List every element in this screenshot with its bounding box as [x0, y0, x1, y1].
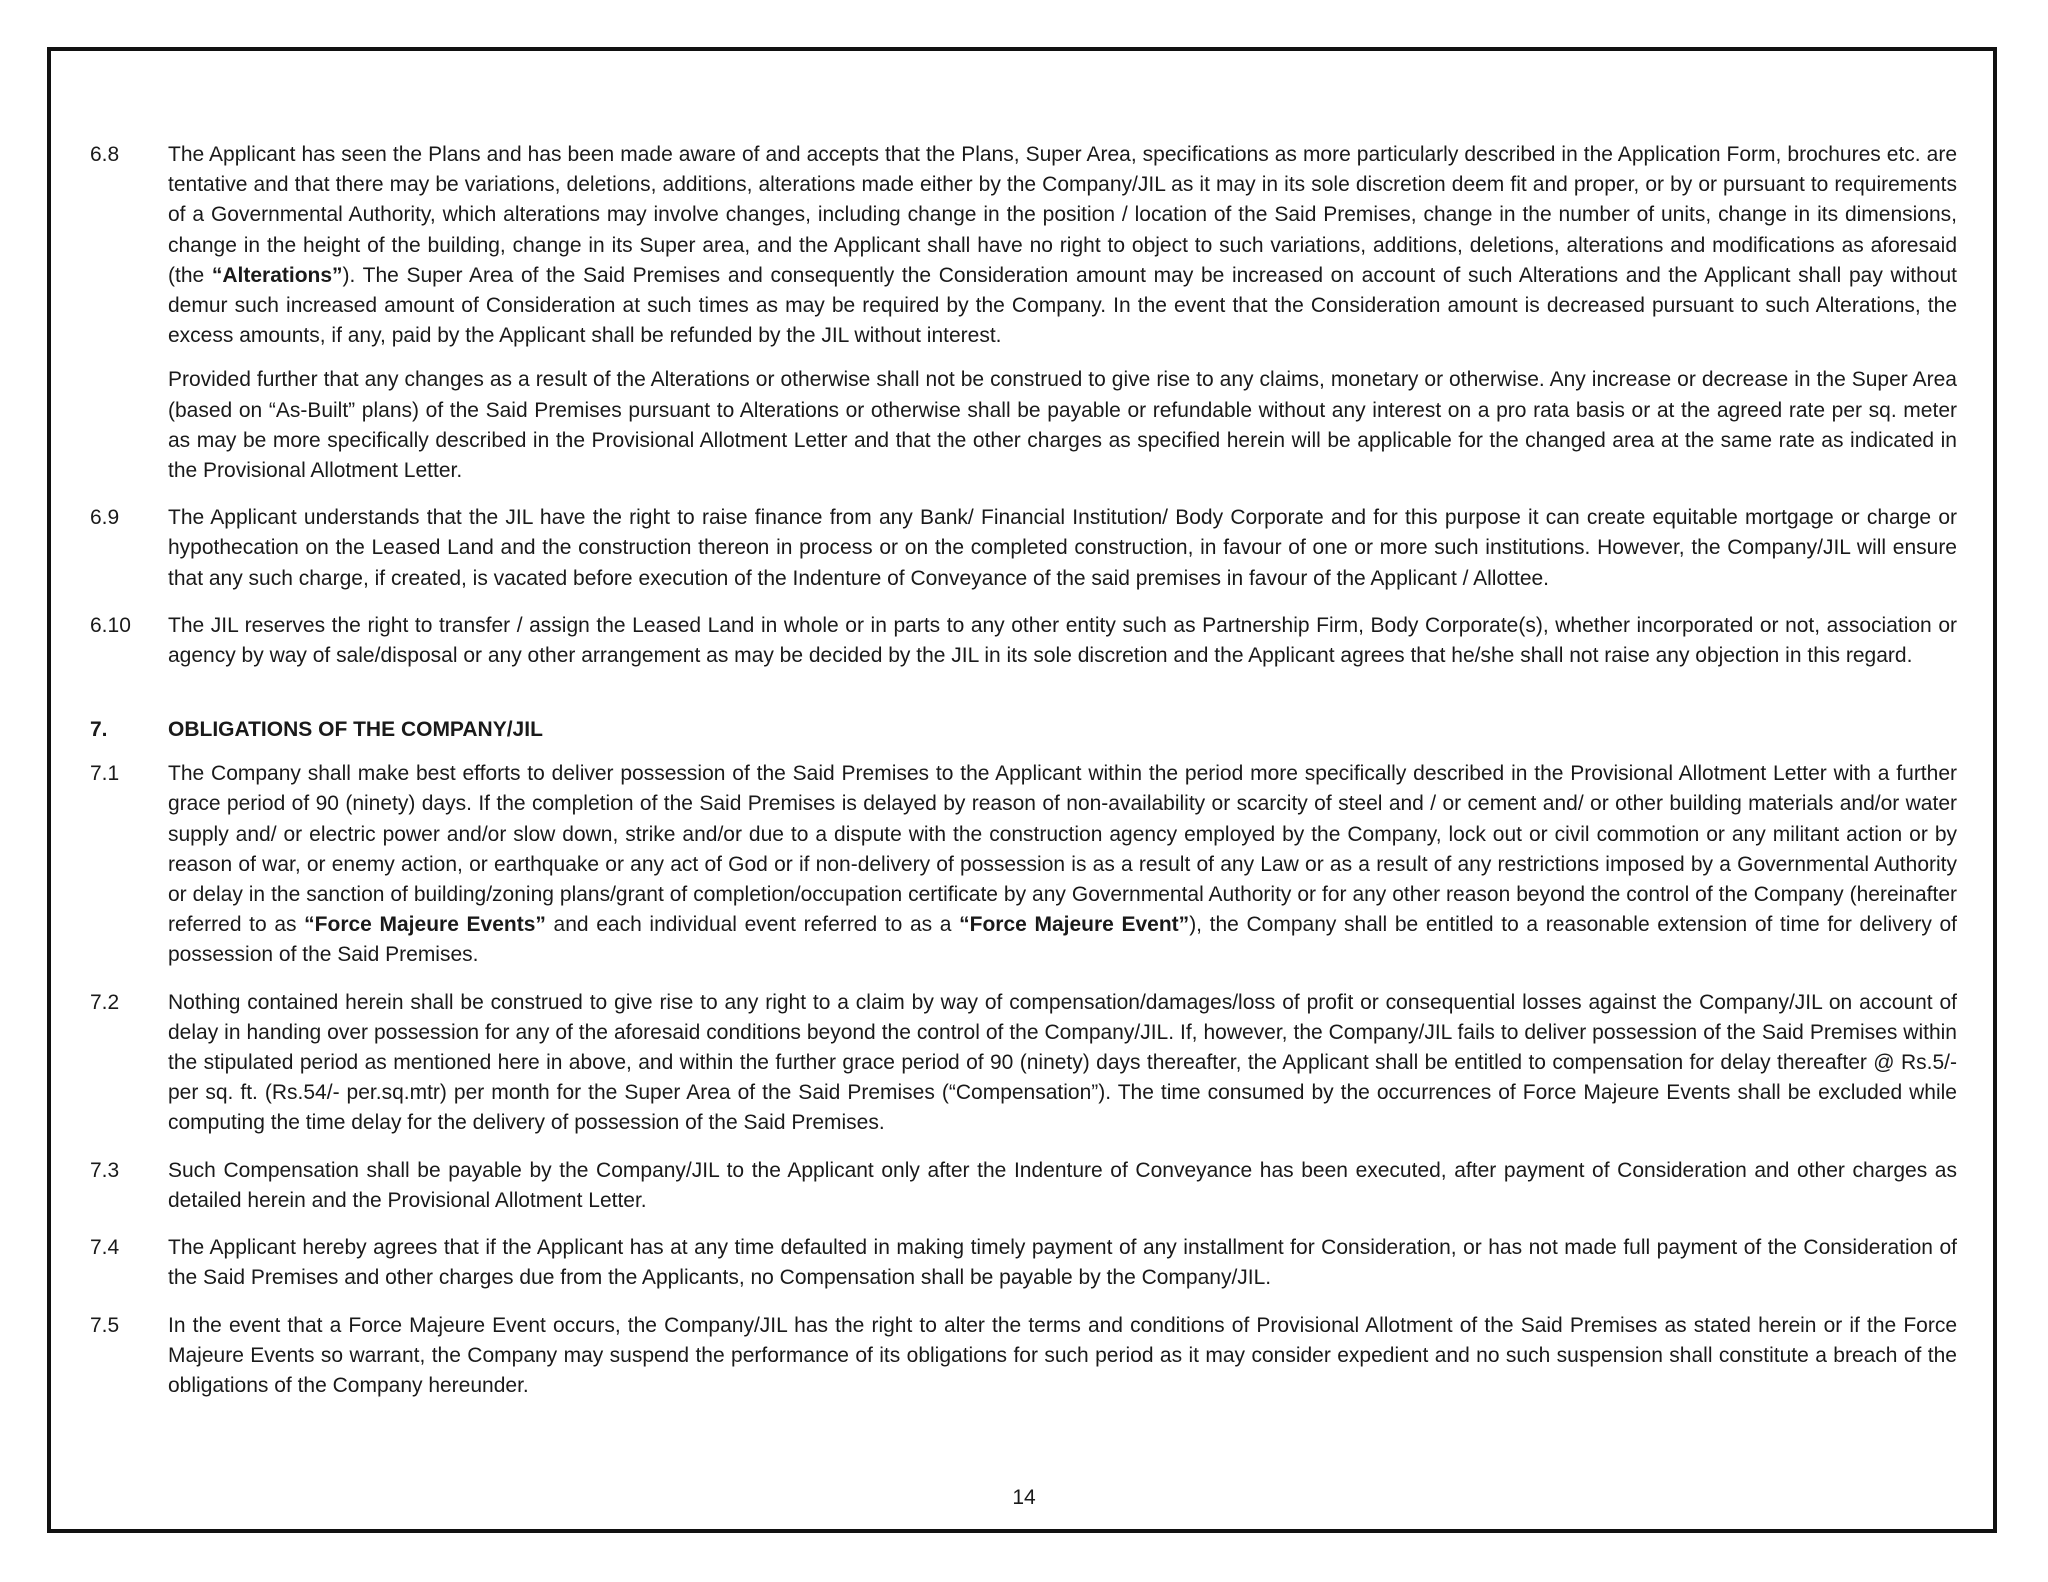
text-run: ), the Company shall be entitled to a reasonable extension of time for delivery of possession of the Said Premises. — [168, 913, 1957, 967]
clause-number: 7.5 — [90, 1313, 120, 1337]
clause-paragraph — [168, 1156, 1957, 1216]
page-number: 14 — [1012, 1486, 1036, 1509]
text-run: The JIL reserves the right to transfer / assign the Leased Land in whole or in parts to any other entity such as Partnership Firm, Body Corporate(s), whether incorporated or not, association or agency by way of sale/disposal or any other arrangement as may be decided by the JIL in its sole discretion and the Applicant agrees that he/she shall not raise any objection in this regard. — [168, 613, 1957, 668]
defined-term: “Force Majeure Events” — [304, 913, 546, 937]
text-run: ). The Super Area of the Said Premises and consequently the Consideration amount may be increased on account of such Alterations and the Applicant shall pay without demur such increased amount of Consideration at such times as may be required by the Company. In the event that the Consideration amount is decreased pursuant to such Alterations, the excess amounts, if any, paid by the Applicant shall be refunded by the JIL without interest. — [168, 263, 1957, 348]
section-title: OBLIGATIONS OF THE COMPANY/JIL — [168, 718, 543, 742]
clause-paragraph — [168, 611, 1957, 671]
clause-paragraph — [168, 503, 1957, 594]
clause-6-10 — [90, 611, 1957, 671]
clause-7-3 — [90, 1156, 1957, 1216]
clause-paragraph — [168, 759, 1957, 970]
text-run: The Applicant understands that the JIL have the right to raise finance from any Bank/ Financial Institution/ Body Corporate and for this purpose it can create equitable mortgage or charge or hypothecation on the Leased Land and the construction thereon in process or on the completed construction, in favour of one or more such institutions. However, the Company/JIL will ensure that any such charge, if created, is vacated before execution of the Indenture of Conveyance of the said premises in favour of the Applicant / Allottee. — [168, 506, 1957, 590]
clause-number: 6.9 — [90, 506, 120, 530]
defined-term: “Force Majeure Event” — [959, 913, 1190, 937]
defined-term: “Alterations” — [211, 263, 343, 287]
text-run: The Company shall make best efforts to deliver possession of the Said Premises to the Applicant within the period more specifically described in the Provisional Allotment Letter with a further grace period of 90 (ninety) days. If the completion of the Said Premises is delayed by reason of non-availability or scarcity of steel and / or cement and/ or other building materials and/or water supply and/ or electric power and/or slow down, strike and/or due to a dispute with the construction agency employed by the Company, lock out or civil commotion or any militant action or by reason of war, or enemy action, or earthquake or any act of God or if non-delivery of possession is as a result of any Law or as a result of any restrictions imposed by a Governmental Authority or delay in the sanction of building/zoning plans/grant of completion/occupation certificate by any Governmental Authority or for any other reason beyond the control of the Company (hereinafter referred to as — [168, 762, 1957, 937]
text-run: The Applicant hereby agrees that if the Applicant has at any time defaulted in making timely payment of any installment for Consideration, or has not made full payment of the Consideration of the Said Premises and other charges due from the Applicants, no Compensation shall be payable by the Company/JIL. — [168, 1236, 1957, 1290]
clause-paragraph — [168, 1311, 1957, 1402]
text-run: Nothing contained herein shall be construed to give rise to any right to a claim by way of compensation/damages/loss of profit or consequential losses against the Company/JIL on account of delay in handing over possession for any of the aforesaid conditions beyond the control of the Company/JIL. If, however, the Company/JIL fails to deliver possession of the Said Premises within the stipulated period as mentioned here in above, and within the further grace period of 90 (ninety) days thereafter, the Applicant shall be entitled to compensation for delay thereafter @ Rs.5/- per sq. ft. (Rs.54/- per.sq.mtr) per month for the Super Area of the Said Premises (“Compensation”). The time consumed by the occurrences of Force Majeure Events shall be excluded while computing the time delay for the delivery of possession of the Said Premises. — [168, 990, 1957, 1135]
clauses-section-6 — [90, 140, 1957, 671]
text-run: Provided further that any changes as a result of the Alterations or otherwise shall not be construed to give rise to any claims, monetary or otherwise. Any increase or decrease in the Super Area (based on “As-Built” plans) of the Said Premises pursuant to Alterations or otherwise shall be payable or refundable without any interest on a pro rata basis or at the agreed rate per sq. meter as may be more specifically described in the Provisional Allotment Letter and that the other charges as specified herein will be applicable for the changed area at the same rate as indicated in the Provisional Allotment Letter. — [168, 368, 1957, 483]
clause-paragraph — [168, 365, 1957, 486]
document-body — [90, 140, 1957, 1418]
text-run: The Applicant has seen the Plans and has been made aware of and accepts that the Plans, Super Area, specifications as more particularly described in the Application Form, brochures etc. are tentative and that there may be variations, deletions, additions, alterations made either by the Company/JIL as it may in its sole discretion deem fit and proper, or by or pursuant to requirements of a Governmental Authority, which alterations may involve changes, including change in the position / location of the Said Premises, change in the number of units, change in its dimensions, change in the height of the building, change in its Super area, and the Applicant shall have no right to object to such variations, additions, deletions, alterations and modifications as aforesaid (the — [168, 143, 1957, 287]
text-run: Such Compensation shall be payable by the Company/JIL to the Applicant only after the Indenture of Conveyance has been executed, after payment of Consideration and other charges as detailed herein and the Provisional Allotment Letter. — [168, 1158, 1957, 1212]
clause-number: 6.8 — [90, 143, 120, 166]
clause-6-9 — [90, 503, 1957, 594]
section-number: 7. — [90, 718, 108, 742]
clause-7-4 — [90, 1233, 1957, 1293]
clause-number: 7.4 — [90, 1236, 120, 1260]
text-run: and each individual event referred to as a — [545, 913, 960, 937]
clause-paragraph — [168, 1233, 1957, 1293]
clause-7-1 — [90, 759, 1957, 970]
clause-number: 7.3 — [90, 1158, 120, 1182]
clause-6-8 — [90, 140, 1957, 486]
clause-paragraph — [168, 988, 1957, 1139]
clauses-section-7 — [90, 759, 1957, 1401]
clause-7-5 — [90, 1311, 1957, 1402]
section-heading — [90, 715, 1957, 745]
clause-number: 6.10 — [90, 613, 131, 637]
clause-7-2 — [90, 988, 1957, 1139]
clause-number: 7.2 — [90, 990, 120, 1014]
text-run: In the event that a Force Majeure Event occurs, the Company/JIL has the right to alter the terms and conditions of Provisional Allotment of the Said Premises as stated herein or if the Force Majeure Events so warrant, the Company may suspend the performance of its obligations for such period as it may consider expedient and no such suspension shall constitute a breach of the obligations of the Company hereunder. — [168, 1313, 1957, 1397]
clause-paragraph — [168, 140, 1957, 351]
clause-number: 7.1 — [90, 762, 120, 786]
